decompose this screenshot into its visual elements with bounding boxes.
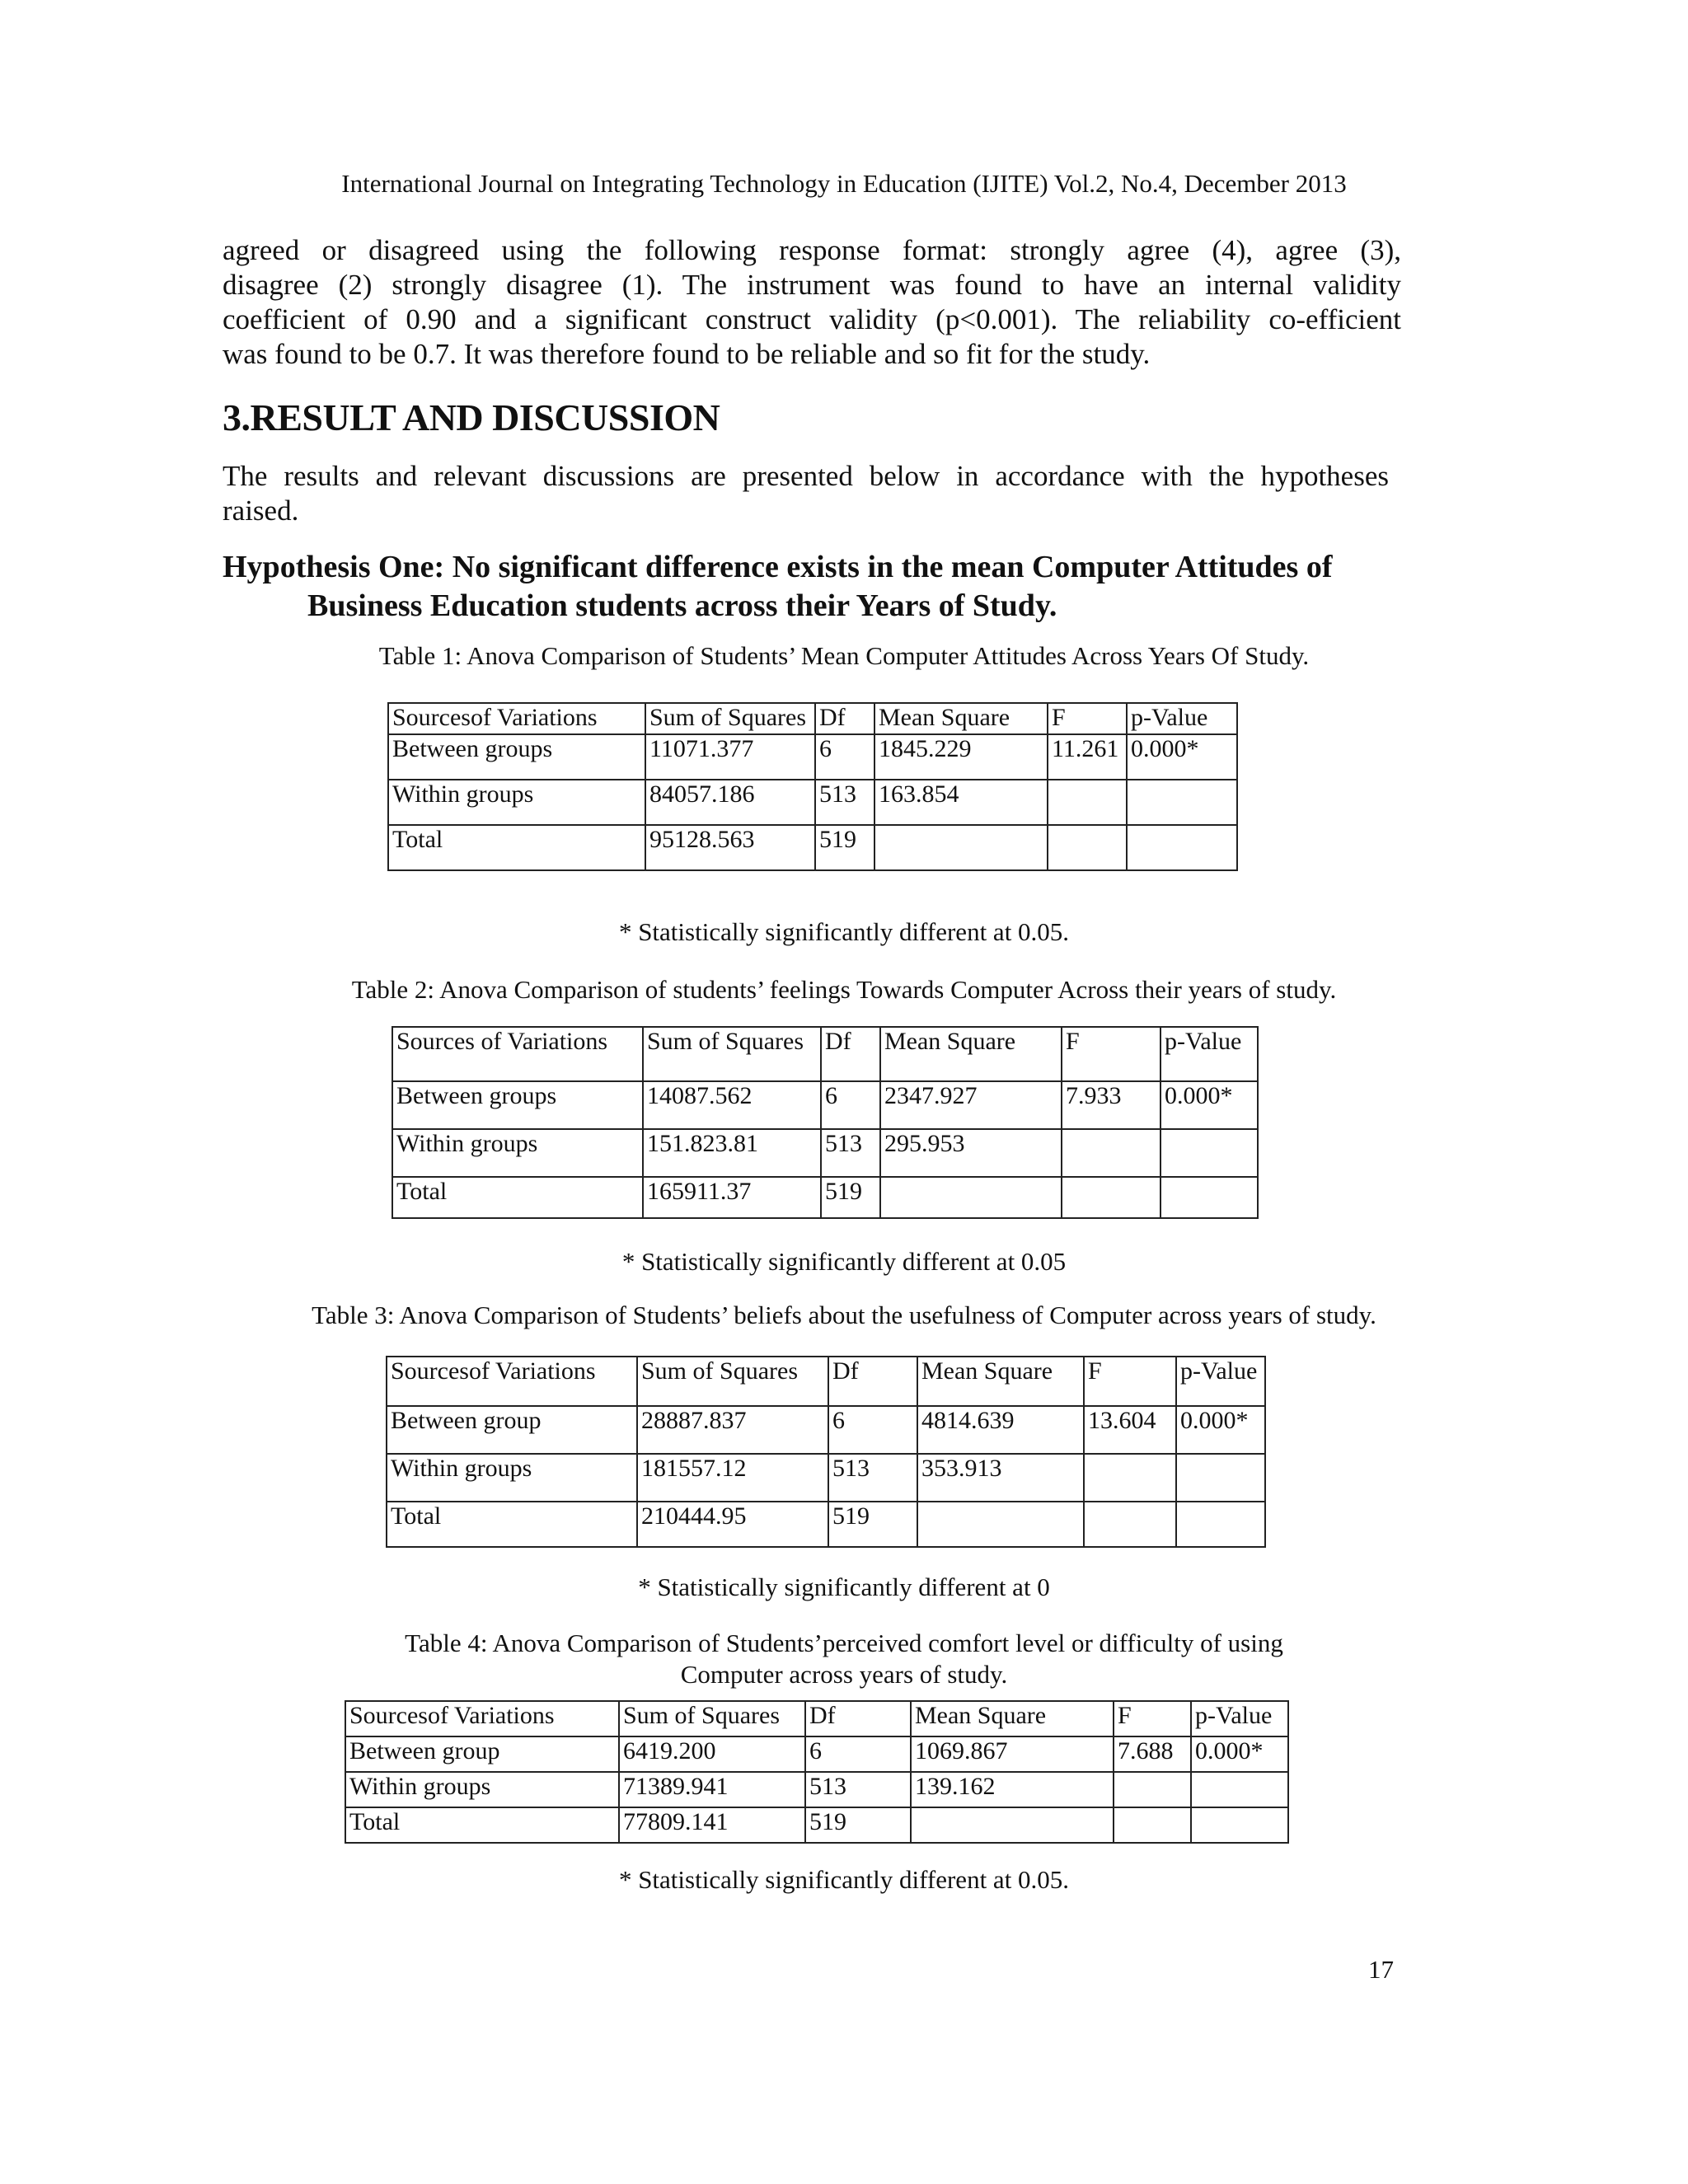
table-cell [1176, 1502, 1265, 1547]
header-cell: F [1114, 1701, 1191, 1736]
table-cell [1114, 1807, 1191, 1843]
table-cell: 0.000* [1176, 1406, 1265, 1454]
table-cell: 181557.12 [637, 1454, 828, 1502]
section-line: raised. [223, 494, 299, 527]
header-cell: p-Value [1160, 1027, 1258, 1081]
table-cell: 0.000* [1127, 734, 1237, 780]
table-cell [1048, 825, 1127, 870]
header-cell: Mean Square [917, 1357, 1084, 1406]
table-cell: 165911.37 [643, 1177, 821, 1218]
header-cell: F [1062, 1027, 1160, 1081]
table-cell [880, 1177, 1062, 1218]
table-1-caption: Table 1: Anova Comparison of Students’ Mean Computer Attitudes Across Years Of Study. [378, 641, 1310, 670]
table-row [345, 1772, 1288, 1807]
table-cell: Within groups [387, 1454, 637, 1502]
table-cell [1084, 1502, 1176, 1547]
table-cell: 7.688 [1114, 1736, 1191, 1772]
table-cell: 77809.141 [619, 1807, 805, 1843]
table-2-caption: Table 2: Anova Comparison of students’ feelings Towards Computer Across their years of study. [351, 975, 1337, 1004]
table-row [392, 1177, 1258, 1218]
table-row [392, 1129, 1258, 1177]
intro-line: was found to be 0.7. It was therefore found to be reliable and so fit for the study. [223, 338, 1151, 370]
table-cell: 151.823.81 [643, 1129, 821, 1177]
hypothesis-line-2: Business Education students across their Years of Study. [307, 588, 1057, 623]
table-cell: Between groups [388, 734, 645, 780]
table-row [388, 734, 1237, 780]
table-cell: 1845.229 [874, 734, 1048, 780]
table-cell: Total [392, 1177, 643, 1218]
table-cell: 11.261 [1048, 734, 1127, 780]
table-cell [1160, 1177, 1258, 1218]
page-number: 17 [1368, 1955, 1394, 1984]
table-cell: 6419.200 [619, 1736, 805, 1772]
header-cell: p-Value [1191, 1701, 1288, 1736]
table-2-note: * Statistically significantly different at 0.05 [621, 1247, 1067, 1276]
table-cell: 28887.837 [637, 1406, 828, 1454]
table-cell [1160, 1129, 1258, 1177]
intro-line: coefficient of 0.90 and a significant construct validity (p<0.001). The reliability co-efficient [223, 303, 1401, 335]
table-4-caption-line-1: Table 4: Anova Comparison of Students’perceived comfort level or difficulty of using [405, 1629, 1283, 1657]
header-cell: F [1048, 703, 1127, 734]
table-cell: 7.933 [1062, 1081, 1160, 1129]
header-cell: Df [815, 703, 874, 734]
table-row [345, 1807, 1288, 1843]
header-cell: Mean Square [911, 1701, 1114, 1736]
table-header-row [392, 1027, 1258, 1081]
anova-table-4 [345, 1700, 1289, 1844]
table-cell: Within groups [388, 780, 645, 825]
intro-line: disagree (2) strongly disagree (1). The instrument was found to have an internal validity [223, 269, 1401, 301]
table-cell: Between group [345, 1736, 619, 1772]
table-cell: 519 [815, 825, 874, 870]
table-1-note: * Statistically significantly different at 0.05. [618, 917, 1070, 946]
table-cell [1084, 1454, 1176, 1502]
anova-table-2 [392, 1026, 1259, 1219]
table-cell: 210444.95 [637, 1502, 828, 1547]
table-cell: Total [388, 825, 645, 870]
table-cell [1062, 1177, 1160, 1218]
anova-table-1 [387, 702, 1238, 871]
header-cell: Sum of Squares [619, 1701, 805, 1736]
table-cell [911, 1807, 1114, 1843]
table-cell: Total [345, 1807, 619, 1843]
header-cell: Sourcesof Variations [387, 1357, 637, 1406]
header-cell: Sum of Squares [637, 1357, 828, 1406]
table-header-row [388, 703, 1237, 734]
table-4-caption [0, 1628, 1688, 1690]
table-cell: 14087.562 [643, 1081, 821, 1129]
table-cell: 11071.377 [645, 734, 815, 780]
table-cell: 513 [828, 1454, 917, 1502]
table-row [388, 825, 1237, 870]
table-cell: 1069.867 [911, 1736, 1114, 1772]
table-cell [1048, 780, 1127, 825]
table-3-note: * Statistically significantly different at 0 [638, 1572, 1050, 1601]
table-cell [1062, 1129, 1160, 1177]
header-cell: Sourcesof Variations [345, 1701, 619, 1736]
table-cell: 519 [828, 1502, 917, 1547]
table-cell: Within groups [392, 1129, 643, 1177]
table-cell: 139.162 [911, 1772, 1114, 1807]
table-cell: 519 [805, 1807, 911, 1843]
table-cell: 95128.563 [645, 825, 815, 870]
table-cell [1127, 825, 1237, 870]
table-cell: Between groups [392, 1081, 643, 1129]
table-row [392, 1081, 1258, 1129]
table-cell: 13.604 [1084, 1406, 1176, 1454]
header-cell: Df [821, 1027, 880, 1081]
hypothesis-line-1: Hypothesis One: No significant difference exists in the mean Computer Attitudes of [223, 550, 1333, 584]
table-cell [1176, 1454, 1265, 1502]
table-header-row [387, 1357, 1265, 1406]
header-cell: p-Value [1176, 1357, 1265, 1406]
header-cell: Sum of Squares [643, 1027, 821, 1081]
hypothesis-heading [223, 548, 1409, 626]
table-cell: 163.854 [874, 780, 1048, 825]
header-cell: p-Value [1127, 703, 1237, 734]
table-row [387, 1502, 1265, 1547]
table-cell: 513 [815, 780, 874, 825]
section-heading: 3.RESULT AND DISCUSSION [223, 396, 720, 438]
table-cell [1191, 1772, 1288, 1807]
table-header-row [345, 1701, 1288, 1736]
table-cell [1191, 1807, 1288, 1843]
intro-line: agreed or disagreed using the following response format: strongly agree (4), agree (3), [223, 234, 1401, 266]
table-4-caption-line-2: Computer across years of study. [680, 1660, 1008, 1689]
table-cell: 2347.927 [880, 1081, 1062, 1129]
table-cell: 6 [815, 734, 874, 780]
table-cell: 6 [821, 1081, 880, 1129]
table-cell: 513 [821, 1129, 880, 1177]
table-cell [874, 825, 1048, 870]
anova-table-3 [386, 1356, 1266, 1548]
table-cell [917, 1502, 1084, 1547]
table-cell: Within groups [345, 1772, 619, 1807]
header-cell: Df [828, 1357, 917, 1406]
header-cell: Sources of Variations [392, 1027, 643, 1081]
table-cell: 71389.941 [619, 1772, 805, 1807]
table-cell: 295.953 [880, 1129, 1062, 1177]
table-cell: 519 [821, 1177, 880, 1218]
table-cell: 513 [805, 1772, 911, 1807]
header-cell: F [1084, 1357, 1176, 1406]
section-line: The results and relevant discussions are presented below in accordance with the hypotheses [223, 460, 1389, 492]
table-cell: 84057.186 [645, 780, 815, 825]
table-row [388, 780, 1237, 825]
table-cell: 4814.639 [917, 1406, 1084, 1454]
table-cell: 0.000* [1191, 1736, 1288, 1772]
table-row [387, 1454, 1265, 1502]
table-cell: 6 [828, 1406, 917, 1454]
header-cell: Mean Square [880, 1027, 1062, 1081]
table-cell: 0.000* [1160, 1081, 1258, 1129]
header-cell: Sum of Squares [645, 703, 815, 734]
table-cell [1114, 1772, 1191, 1807]
header-cell: Mean Square [874, 703, 1048, 734]
table-3-caption: Table 3: Anova Comparison of Students’ beliefs about the usefulness of Computer across years of study. [312, 1301, 1376, 1329]
journal-header: International Journal on Integrating Technology in Education (IJITE) Vol.2, No.4, December 2013 [341, 169, 1347, 198]
table-cell: 353.913 [917, 1454, 1084, 1502]
section-paragraph [223, 459, 1389, 528]
table-row [345, 1736, 1288, 1772]
table-cell: 6 [805, 1736, 911, 1772]
table-cell: Between group [387, 1406, 637, 1454]
header-cell: Df [805, 1701, 911, 1736]
table-row [387, 1406, 1265, 1454]
table-cell: Total [387, 1502, 637, 1547]
table-cell [1127, 780, 1237, 825]
intro-paragraph [223, 233, 1401, 372]
header-cell: Sourcesof Variations [388, 703, 645, 734]
table-4-note: * Statistically significantly different at 0.05. [618, 1865, 1070, 1894]
